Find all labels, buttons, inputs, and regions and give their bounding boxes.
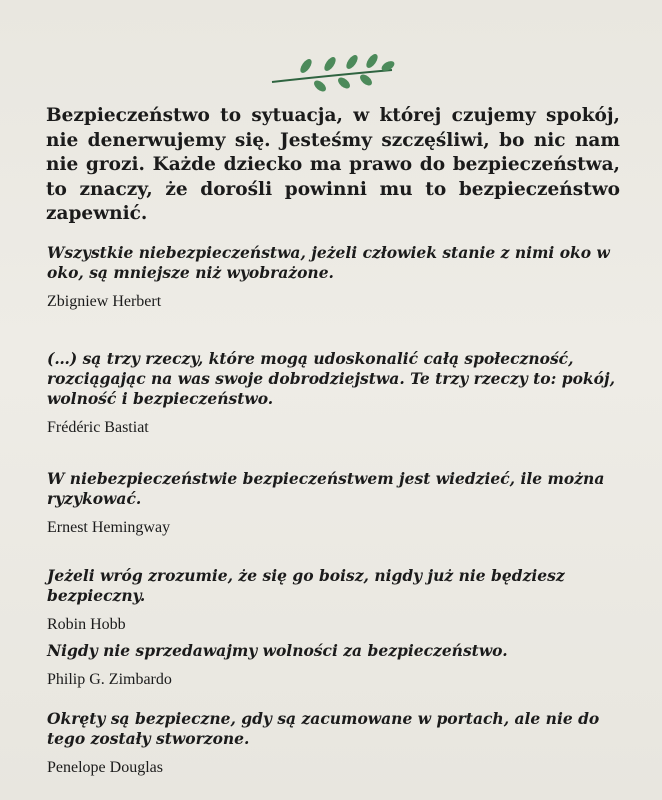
quote-author: Robin Hobb (47, 616, 126, 633)
quote-item (47, 641, 508, 690)
quote-author: Penelope Douglas (47, 759, 163, 776)
quote-text: Wszystkie niebezpieczeństwa, jeżeli człowiek stanie z nimi oko w oko, są mniejsze niż wyobrażone. (47, 243, 610, 282)
quote-item (47, 469, 627, 538)
quote-item (47, 566, 627, 635)
quote-text: Okręty są bezpieczne, gdy są zacumowane w portach, ale nie do tego zostały stworzone. (47, 709, 600, 748)
quote-text: Jeżeli wróg zrozumie, że się go boisz, nigdy już nie będziesz bezpieczny. (47, 566, 565, 605)
quote-text: Nigdy nie sprzedawajmy wolności za bezpieczeństwo. (47, 641, 508, 660)
quote-author: Philip G. Zimbardo (47, 671, 172, 688)
leafy-branch-icon (268, 52, 396, 92)
quote-text: (…) są trzy rzeczy, które mogą udoskonalić całą społeczność, rozciągając na was swoje dobrodziejstwa. Te trzy rzeczy to: pokój, wolność i bezpieczeństwo. (47, 349, 616, 408)
quote-author: Ernest Hemingway (47, 519, 171, 536)
intro-paragraph: Bezpieczeństwo to sytuacja, w której czujemy spokój, nie denerwujemy się. Jesteśmy szczęśliwi, bo nic nam nie grozi. Każde dziecko ma prawo do bezpieczeństwa, to znaczy, że dorośli powinni mu to bezpieczeństwo zapewnić. (46, 105, 620, 224)
quote-text: W niebezpieczeństwie bezpieczeństwem jest wiedzieć, ile można ryzykować. (47, 469, 605, 508)
quote-item (47, 709, 627, 778)
quote-author: Zbigniew Herbert (47, 293, 162, 310)
quote-item (47, 349, 627, 438)
quote-author: Frédéric Bastiat (47, 419, 149, 436)
quote-item (47, 243, 627, 312)
